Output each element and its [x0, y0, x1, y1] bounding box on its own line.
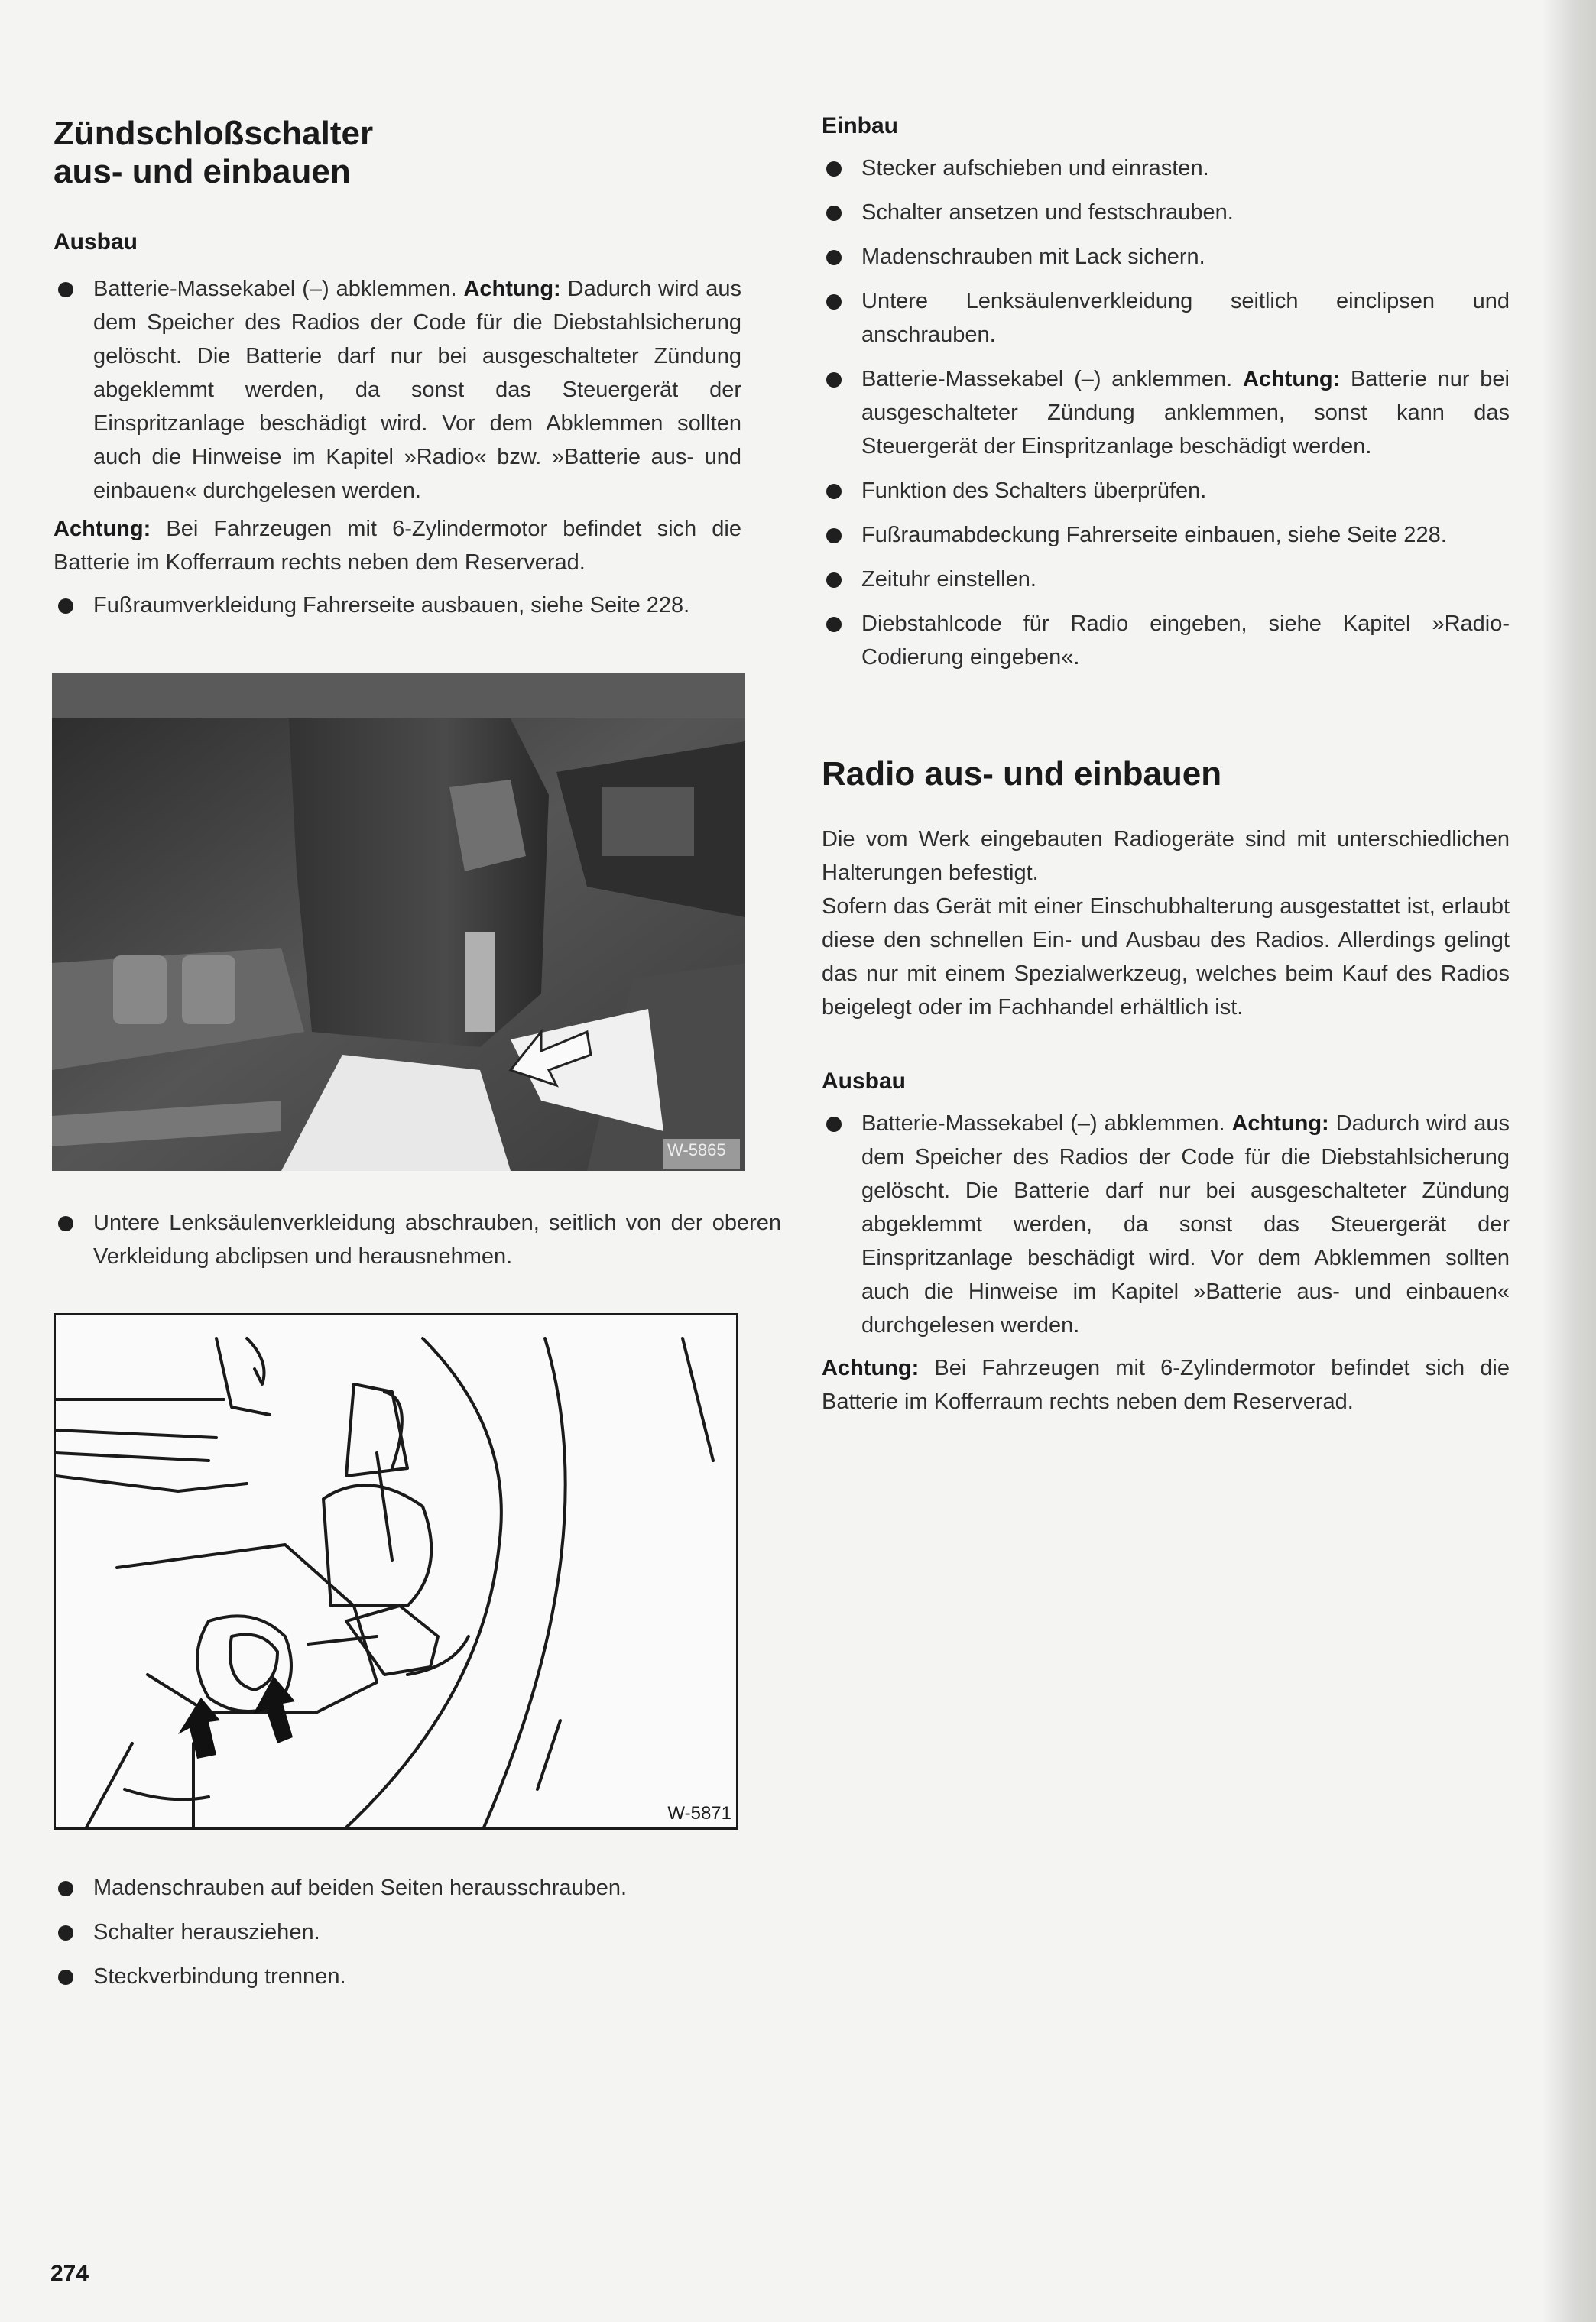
list-item: [54, 1915, 741, 1949]
list-item: [54, 1960, 741, 1993]
photo-illustration: [52, 673, 745, 1171]
bullet-dot: [826, 528, 842, 543]
bullet-dot: [826, 161, 842, 177]
radio-ausbau-heading: Ausbau: [822, 1069, 907, 1094]
bullet-dot: [826, 484, 842, 499]
list-item: [822, 240, 1510, 274]
list-item: [54, 1206, 781, 1273]
list-item-text: Batterie-Massekabel (–) anklemmen. Achtung: Batterie nur bei ausgeschalteter Zündung anklemmen, sonst kann das Steuergerät der Einspritzanlage beschädigt werden.: [861, 367, 1510, 459]
list-item-text: Madenschrauben auf beiden Seiten herausschrauben.: [93, 1876, 628, 1900]
right-column: [822, 113, 1510, 1419]
warning-note: Achtung: Bei Fahrzeugen mit 6-Zylindermotor befindet sich die Batterie im Kofferraum rechts neben dem Reserverad.: [822, 1356, 1510, 1414]
left-column: [54, 115, 741, 622]
list-item-text: Diebstahlcode für Radio eingeben, siehe Kapitel »Radio-Codierung eingeben«.: [861, 611, 1510, 670]
bullet-dot: [826, 572, 842, 588]
list-item: [822, 518, 1510, 552]
drawing-figure-label: W-5871: [667, 1803, 732, 1824]
list-item-text: Zeituhr einstellen.: [861, 567, 1036, 592]
photo-figure-label: W-5865: [667, 1140, 726, 1159]
list-item-text: Schalter herausziehen.: [93, 1920, 320, 1944]
ausbau-heading: Ausbau: [54, 229, 138, 255]
list-item: [822, 284, 1510, 352]
radio-section-title: Radio aus- und einbauen: [822, 755, 1222, 793]
list-item-text: Stecker aufschieben und einrasten.: [861, 156, 1209, 180]
bottom-list: [54, 1871, 741, 1993]
list-item: [822, 362, 1510, 463]
list-item-text: Untere Lenksäulenverkleidung seitlich einclipsen und anschrauben.: [861, 289, 1510, 347]
list-item-text: Fußraumabdeckung Fahrerseite einbauen, siehe Seite 228.: [861, 523, 1447, 547]
list-item: [822, 607, 1510, 674]
list-item-text: Funktion des Schalters überprüfen.: [861, 478, 1207, 503]
list-item: [54, 589, 741, 622]
bullet-dot: [58, 1216, 73, 1231]
list-item-text: Steckverbindung trennen.: [93, 1964, 346, 1989]
bullet-dot: [826, 250, 842, 265]
einbau-heading: Einbau: [822, 113, 899, 138]
list-item-text: Batterie-Massekabel (–) abklemmen. Achtung: Dadurch wird aus dem Speicher des Radios der Code für die Diebstahlsicherung gelöscht. Die Batterie darf nur bei ausgeschalteter Zündung abgeklemmt werden, da sonst das Steuergerät der Einspritzanlage beschädigt wird. Vor dem Abklemmen sollten auch die Hinweise im Kapitel »Batterie aus- und einbauen« durchgelesen werden.: [861, 1111, 1510, 1338]
radio-paragraph: Die vom Werk eingebauten Radiogeräte sind mit unterschiedlichen Halterungen befestigt.: [822, 827, 1510, 885]
radio-paragraph-2: Sofern das Gerät mit einer Einschubhalterung ausgestattet ist, erlaubt diese den schnellen Ein- und Ausbau des Radios. Allerdings gelingt das nur mit einem Spezialwerkzeug, welches beim Kauf des Radios beigelegt oder im Fachhandel erhältlich ist.: [822, 894, 1510, 1020]
list-item-text: Fußraumverkleidung Fahrerseite ausbauen, siehe Seite 228.: [93, 593, 690, 618]
page-number: 274: [50, 2261, 89, 2286]
list-item-text: Madenschrauben mit Lack sichern.: [861, 245, 1205, 269]
page-edge-shadow: [1542, 0, 1596, 2322]
bullet-dot: [58, 282, 73, 297]
bullet-dot: [826, 294, 842, 310]
bullet-dot: [58, 1970, 73, 1985]
title-line-2: aus- und einbauen: [54, 153, 351, 190]
bullet-dot: [826, 1117, 842, 1132]
list-item: [822, 474, 1510, 508]
section-title: [54, 115, 741, 191]
bullet-dot: [58, 1881, 73, 1896]
list-item-text: Schalter ansetzen und festschrauben.: [861, 200, 1234, 225]
list-item: [54, 1871, 741, 1905]
list-item: [822, 196, 1510, 229]
bullet-dot: [58, 598, 73, 614]
bullet-dot: [58, 1925, 73, 1941]
list-item: [54, 272, 741, 508]
steering-column-photo: [52, 673, 745, 1171]
list-item: [822, 151, 1510, 185]
ignition-switch-drawing: [54, 1313, 738, 1830]
drawing-illustration: [56, 1315, 736, 1827]
list-item-text: Batterie-Massekabel (–) abklemmen. Achtung: Dadurch wird aus dem Speicher des Radios der Code für die Diebstahlsicherung gelöscht. Die Batterie darf nur bei ausgeschalteter Zündung abgeklemmt werden, da sonst das Steuergerät der Einspritzanlage beschädigt wird. Vor dem Abklemmen sollten auch die Hinweise im Kapitel »Radio« bzw. »Batterie aus- und einbauen« durchgelesen werden.: [93, 277, 741, 503]
title-line-1: Zündschloßschalter: [54, 115, 374, 152]
list-item: [822, 1107, 1510, 1342]
bullet-dot: [826, 206, 842, 221]
list-item: [822, 563, 1510, 596]
bullet-dot: [826, 372, 842, 388]
bullet-dot: [826, 617, 842, 632]
list-item-text: Untere Lenksäulenverkleidung abschrauben, seitlich von der oberen Verkleidung abclipsen und herausnehmen.: [93, 1211, 781, 1269]
warning-note: Achtung: Bei Fahrzeugen mit 6-Zylindermotor befindet sich die Batterie im Kofferraum rechts neben dem Reserverad.: [54, 517, 741, 575]
